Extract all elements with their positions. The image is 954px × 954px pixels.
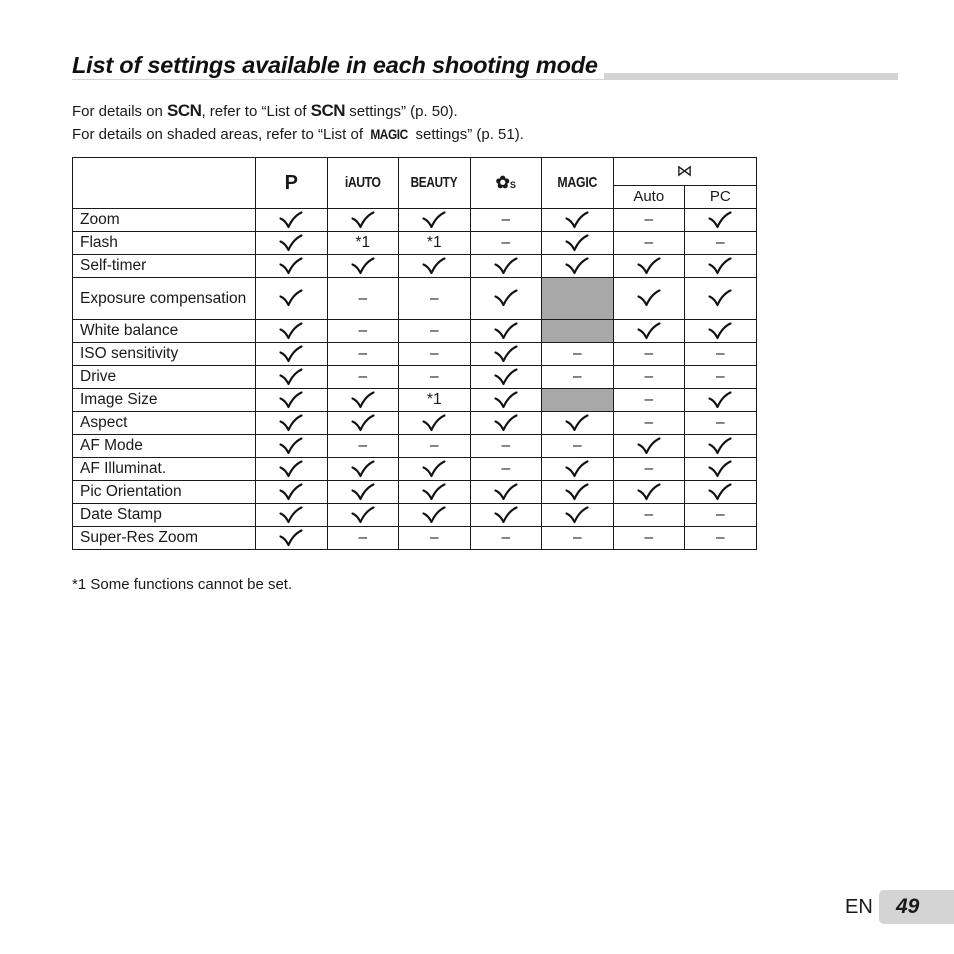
row-label: Flash [73,232,256,255]
check-icon [494,483,518,501]
check-cell [399,209,471,232]
check-cell [542,209,614,232]
check-cell [685,255,757,278]
check-cell [470,481,542,504]
value-cell: – [470,209,542,232]
table-row [73,320,757,343]
check-cell [685,320,757,343]
check-icon [637,437,661,455]
value-cell: – [399,527,471,550]
value-cell: – [399,435,471,458]
settings-table [72,157,757,550]
table-row [73,343,757,366]
check-icon [279,414,303,432]
check-cell [470,278,542,320]
check-icon [637,257,661,275]
check-icon [637,289,661,307]
value-cell: – [327,278,399,320]
table-row [73,435,757,458]
value-cell: – [685,412,757,435]
check-cell [542,232,614,255]
row-label: Drive [73,366,256,389]
check-cell [256,527,328,550]
check-icon [279,322,303,340]
row-label: Pic Orientation [73,481,256,504]
value-cell: – [685,232,757,255]
table-row [73,481,757,504]
check-icon [279,234,303,252]
page-title-block [72,52,898,84]
header-panorama-pc: PC [685,185,757,208]
check-cell [327,458,399,481]
intro-text: , refer to “List of [201,103,311,120]
value-cell: – [613,504,685,527]
header-panorama-auto: Auto [613,185,685,208]
check-icon [279,506,303,524]
value-cell: – [327,343,399,366]
table-row [73,366,757,389]
check-cell [327,504,399,527]
check-icon [565,506,589,524]
intro-magic-line [72,126,524,143]
check-cell [327,255,399,278]
table-row [73,504,757,527]
check-icon [565,257,589,275]
check-icon [422,506,446,524]
check-cell [399,504,471,527]
check-cell [470,389,542,412]
shaded-cell [542,320,614,343]
row-label: White balance [73,320,256,343]
check-cell [327,389,399,412]
check-icon [494,322,518,340]
magic-mode-icon: MAGIC [370,126,409,142]
shaded-cell [542,389,614,412]
check-icon [494,289,518,307]
check-cell [613,435,685,458]
check-cell [470,320,542,343]
check-icon [708,257,732,275]
header-iauto-mode [327,158,399,209]
check-cell [256,366,328,389]
check-icon [351,460,375,478]
check-cell [542,412,614,435]
super-macro-icon [496,173,516,192]
table-row [73,527,757,550]
intro-text: settings” (p. 51). [411,126,524,143]
check-cell [256,435,328,458]
check-icon [279,257,303,275]
check-cell [256,320,328,343]
check-cell [542,458,614,481]
beauty-mode-icon: BEAUTY [410,174,458,191]
shaded-cell [542,278,614,320]
intro-text: settings” (p. 50). [345,103,458,120]
value-cell: – [542,527,614,550]
value-cell: – [613,366,685,389]
check-cell [470,255,542,278]
check-icon [351,414,375,432]
page-number-tab [879,890,954,924]
check-cell [256,412,328,435]
check-icon [637,322,661,340]
check-icon [494,368,518,386]
check-icon [494,345,518,363]
check-cell [256,389,328,412]
value-cell: – [470,527,542,550]
panorama-icon: ⋈ [676,163,693,181]
macro-flower-glyph: ✿ [495,173,510,192]
check-icon [565,460,589,478]
check-icon [637,483,661,501]
check-cell [470,504,542,527]
check-icon [279,460,303,478]
check-cell [327,412,399,435]
settings-table-body [73,209,757,550]
check-cell [399,481,471,504]
check-cell [256,343,328,366]
check-icon [708,211,732,229]
value-cell: – [542,343,614,366]
check-icon [279,289,303,307]
table-row [73,412,757,435]
check-icon [422,257,446,275]
check-cell [542,255,614,278]
check-cell [613,278,685,320]
check-cell [256,255,328,278]
check-cell [256,458,328,481]
value-cell: – [542,435,614,458]
intro-scn-line [72,101,458,121]
check-cell [256,209,328,232]
page-number: 49 [896,895,920,918]
check-cell [256,481,328,504]
value-cell: – [399,278,471,320]
check-cell [542,504,614,527]
header-beauty-mode [399,158,471,209]
magic-mode-icon: MAGIC [557,174,598,191]
value-cell: – [613,527,685,550]
check-cell [613,255,685,278]
check-icon [279,345,303,363]
value-cell: – [613,232,685,255]
check-cell [327,481,399,504]
check-icon [565,414,589,432]
check-cell [542,481,614,504]
row-label: Image Size [73,389,256,412]
p-mode-icon: P [284,171,298,194]
check-icon [351,483,375,501]
row-label: AF Illuminat. [73,458,256,481]
check-cell [256,232,328,255]
check-icon [494,506,518,524]
page-title: List of settings available in each shooting mode [72,52,604,79]
check-icon [279,483,303,501]
value-cell: – [685,527,757,550]
value-cell: – [685,504,757,527]
table-row [73,458,757,481]
check-icon [351,257,375,275]
table-row [73,389,757,412]
row-label: Self-timer [73,255,256,278]
check-icon [422,460,446,478]
check-icon [708,437,732,455]
value-cell: – [470,435,542,458]
check-cell [256,278,328,320]
check-cell [613,320,685,343]
check-icon [279,529,303,547]
value-cell: – [685,343,757,366]
check-icon [708,391,732,409]
check-cell [399,412,471,435]
header-super-macro-mode [470,158,542,209]
check-icon [279,211,303,229]
value-cell: – [399,366,471,389]
check-cell [399,458,471,481]
value-cell: – [613,458,685,481]
check-cell [470,412,542,435]
check-icon [565,483,589,501]
header-panorama-mode [613,158,756,186]
check-icon [351,506,375,524]
value-cell: – [470,232,542,255]
table-row [73,278,757,320]
check-cell [685,389,757,412]
check-cell [399,255,471,278]
macro-sub-glyph: S [509,180,516,190]
check-icon [708,322,732,340]
value-cell: – [613,389,685,412]
check-cell [685,209,757,232]
check-icon [279,391,303,409]
intro-text: For details on [72,103,168,120]
check-cell [685,481,757,504]
row-label: Exposure compensation [73,278,256,320]
row-label: AF Mode [73,435,256,458]
row-label: Zoom [73,209,256,232]
header-p-mode [256,158,328,209]
check-icon [422,483,446,501]
check-cell [685,435,757,458]
value-cell: – [685,366,757,389]
value-cell: – [327,435,399,458]
check-icon [351,211,375,229]
check-cell [256,504,328,527]
check-icon [708,289,732,307]
header-empty [73,158,256,209]
check-cell [685,278,757,320]
check-cell [470,343,542,366]
check-icon [422,414,446,432]
value-cell: – [327,320,399,343]
value-cell: *1 [399,232,471,255]
check-cell [613,481,685,504]
iauto-mode-icon: iAUTO [344,174,381,191]
row-label: Aspect [73,412,256,435]
check-icon [494,391,518,409]
check-cell [470,366,542,389]
check-cell [327,209,399,232]
check-icon [708,483,732,501]
intro-text: For details on shaded areas, refer to “List of [72,126,368,143]
page-language: EN [845,896,873,918]
value-cell: – [399,320,471,343]
value-cell: *1 [327,232,399,255]
header-magic-mode [542,158,614,209]
scn-mode-icon: SCN [167,101,202,120]
value-cell: – [613,209,685,232]
check-icon [708,460,732,478]
table-row [73,209,757,232]
check-icon [279,437,303,455]
row-label: Super-Res Zoom [73,527,256,550]
check-icon [494,257,518,275]
check-icon [494,414,518,432]
value-cell: – [327,366,399,389]
row-label: ISO sensitivity [73,343,256,366]
row-label: Date Stamp [73,504,256,527]
value-cell: – [327,527,399,550]
value-cell: – [613,343,685,366]
check-icon [279,368,303,386]
footnote: *1 Some functions cannot be set. [72,576,293,593]
value-cell: – [399,343,471,366]
value-cell: – [613,412,685,435]
check-icon [565,211,589,229]
check-icon [422,211,446,229]
check-icon [565,234,589,252]
scn-mode-icon: SCN [310,101,346,120]
value-cell: – [470,458,542,481]
check-icon [351,391,375,409]
table-row [73,232,757,255]
check-cell [685,458,757,481]
value-cell: – [542,366,614,389]
table-row [73,255,757,278]
value-cell: *1 [399,389,471,412]
